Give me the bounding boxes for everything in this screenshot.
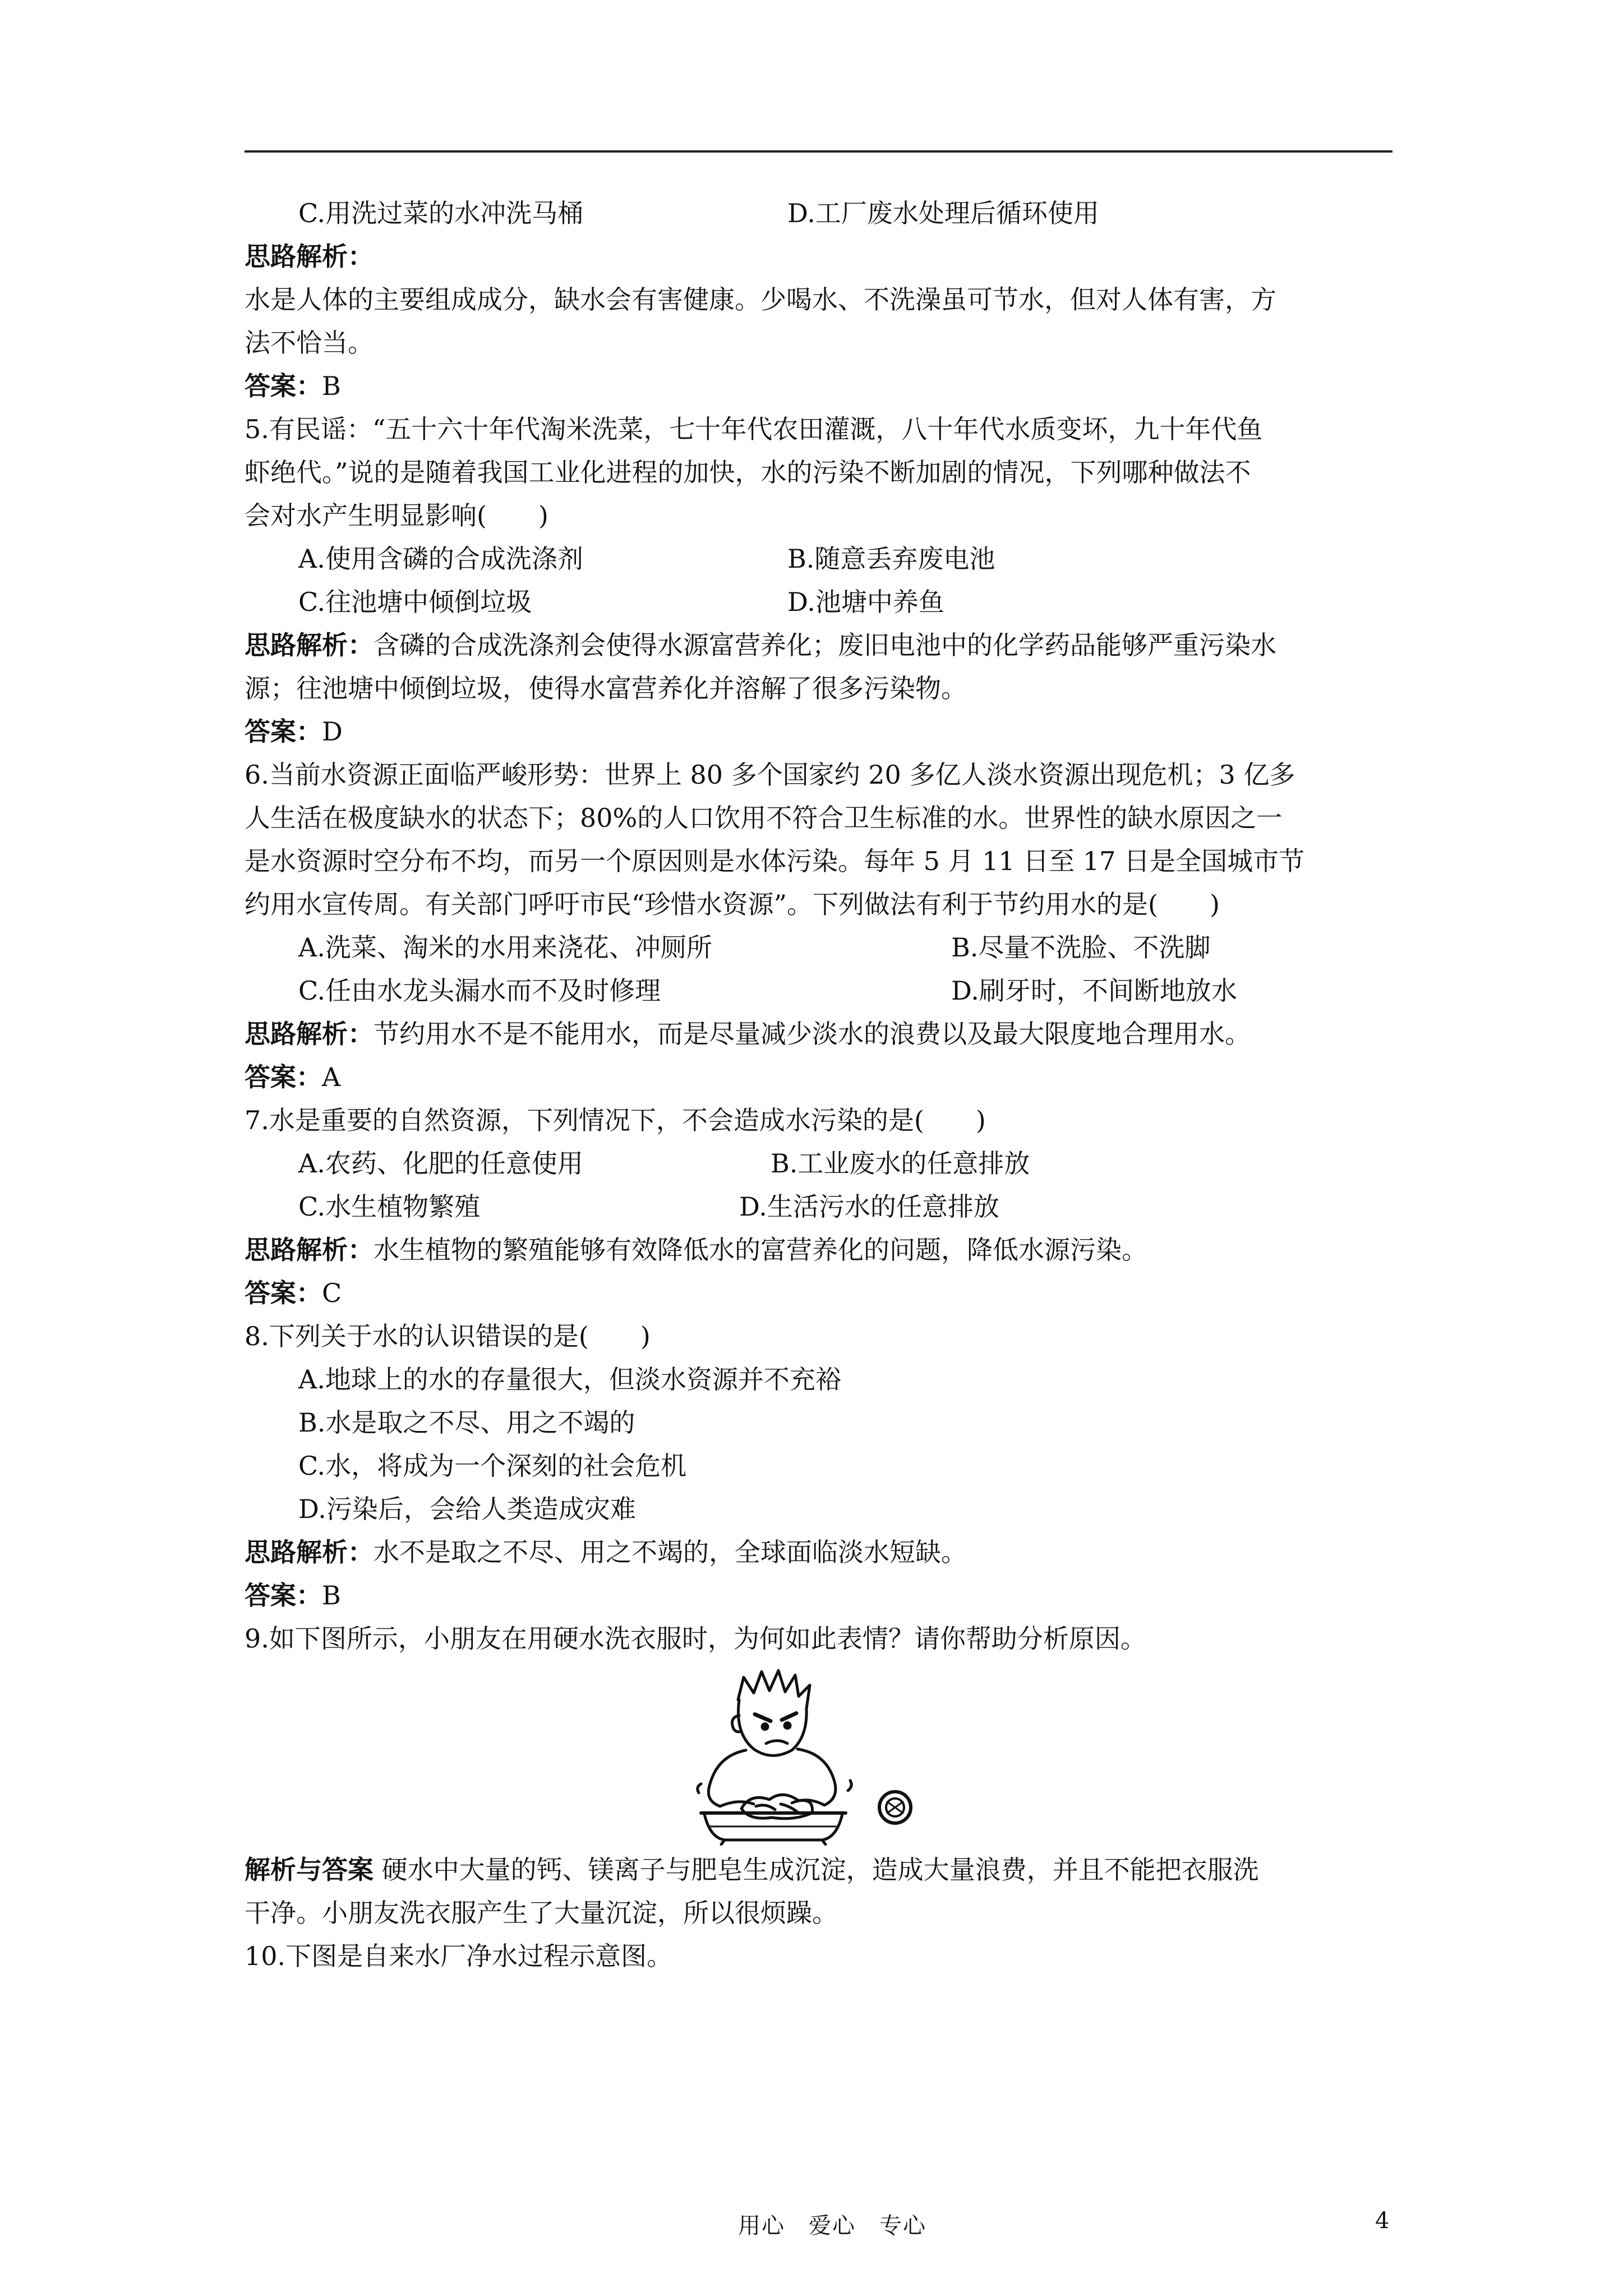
q5-option-c: C.往池塘中倾倒垃圾 <box>298 587 532 617</box>
q9-analysis-line-1 <box>245 1848 1393 1892</box>
page-number: 4 <box>1375 2208 1390 2234</box>
q5-answer <box>245 710 1393 753</box>
q7-option-a: A.农药、化肥的任意使用 <box>298 1148 583 1179</box>
q5-analysis-label: 思路解析： <box>245 630 374 660</box>
q8-analysis-label: 思路解析： <box>245 1537 374 1567</box>
q7-analysis <box>245 1228 1393 1272</box>
q8-option-d: D.污染后，会给人类造成灾难 <box>298 1494 636 1524</box>
q9-analysis-text-1: 硬水中大量的钙、镁离子与肥皂生成沉淀，造成大量浪费，并且不能把衣服洗 <box>381 1855 1259 1885</box>
q6-option-c: C.任由水龙头漏水而不及时修理 <box>298 976 661 1006</box>
q8-stem: 8.下列关于水的认识错误的是( ) <box>245 1321 651 1351</box>
q7-option-b: B.工业废水的任意排放 <box>771 1148 1030 1179</box>
q4-analysis-line-1: 水是人体的主要组成成分，缺水会有害健康。少喝水、不洗澡虽可节水，但对人体有害，方 <box>245 284 1276 315</box>
q5-stem-line-2: 虾绝代。”说的是随着我国工业化进程的加快，水的污染不断加剧的情况，下列哪种做法不 <box>245 457 1251 487</box>
q6-analysis-text: 节约用水不是不能用水，而是尽量减少淡水的浪费以及最大限度地合理用水。 <box>374 1019 1251 1049</box>
q5-answer-value: D <box>322 716 343 747</box>
page-content <box>245 192 1393 1978</box>
q6-stem-line-2: 人生活在极度缺水的状态下；80%的人口饮用不符合卫生标准的水。世界性的缺水原因之一 <box>245 803 1283 833</box>
q6-option-b: B.尽量不洗脸、不洗脚 <box>951 932 1211 963</box>
q6-stem-line-1: 6.当前水资源正面临严峻形势：世界上 80 多个国家约 20 多亿人淡水资源出现危机；3 亿多 <box>245 760 1295 790</box>
q7-options-ab <box>245 1142 1393 1185</box>
q7-answer-label: 答案： <box>245 1278 322 1308</box>
q4-option-c: C.用洗过菜的水冲洗马桶 <box>298 198 584 228</box>
q4-analysis-line-2: 法不恰当。 <box>245 328 374 358</box>
q4-analysis-heading <box>245 235 1393 278</box>
q7-analysis-text: 水生植物的繁殖能够有效降低水的富营养化的问题，降低水源污染。 <box>374 1235 1147 1265</box>
q5-analysis-line-2: 源；往池塘中倾倒垃圾，使得水富营养化并溶解了很多污染物。 <box>245 673 967 703</box>
q8-option-c: C.水，将成为一个深刻的社会危机 <box>298 1451 687 1481</box>
q4-options-cd <box>245 192 1393 235</box>
q6-analysis <box>245 1013 1393 1056</box>
q5-stem-line-3: 会对水产生明显影响( ) <box>245 500 548 531</box>
q8-option-a: A.地球上的水的存量很大，但淡水资源并不充裕 <box>298 1364 841 1395</box>
q7-option-c: C.水生植物繁殖 <box>298 1191 481 1222</box>
q7-option-d: D.生活污水的任意排放 <box>739 1191 999 1222</box>
q6-option-a: A.洗菜、淘米的水用来浇花、冲厕所 <box>298 932 712 963</box>
q9-figure <box>245 1660 1393 1848</box>
child-washing-clothes-illustration <box>688 1666 934 1846</box>
q5-option-b: B.随意丢弃废电池 <box>787 544 995 574</box>
q5-answer-label: 答案： <box>245 716 322 747</box>
q7-options-cd <box>245 1185 1393 1228</box>
q7-stem: 7.水是重要的自然资源，下列情况下，不会造成水污染的是( ) <box>245 1105 986 1135</box>
q7-analysis-label: 思路解析： <box>245 1235 374 1265</box>
q5-stem-line-1: 5.有民谣：“五十六十年代淘米洗菜，七十年代农田灌溉，八十年代水质变坏，九十年代鱼 <box>245 414 1263 444</box>
q5-analysis-line-1 <box>245 624 1393 667</box>
q9-stem: 9.如下图所示，小朋友在用硬水洗衣服时，为何如此表情？请你帮助分析原因。 <box>245 1623 1146 1654</box>
q6-stem-line-4: 约用水宣传周。有关部门呼吁市民“珍惜水资源”。下列做法有利于节约用水的是( ) <box>245 889 1220 919</box>
q8-answer-value: B <box>322 1580 341 1611</box>
q6-options-ab <box>245 926 1393 969</box>
q9-analysis-line-2: 干净。小朋友洗衣服产生了大量沉淀，所以很烦躁。 <box>245 1898 838 1928</box>
q4-answer-label: 答案： <box>245 371 322 401</box>
q9-analysis-label: 解析与答案 <box>245 1855 374 1885</box>
q6-answer <box>245 1056 1393 1099</box>
q6-options-cd <box>245 969 1393 1013</box>
q6-stem-line-3: 是水资源时空分布不均，而另一个原因则是水体污染。每年 5 月 11 日至 17 日是全国城市节 <box>245 846 1305 876</box>
q5-option-a: A.使用含磷的合成洗涤剂 <box>298 544 583 574</box>
q6-option-d: D.刷牙时，不间断地放水 <box>951 976 1237 1006</box>
q6-answer-label: 答案： <box>245 1062 322 1092</box>
q4-analysis-label: 思路解析： <box>245 241 374 272</box>
q4-answer-value: B <box>322 371 341 401</box>
q7-answer <box>245 1272 1393 1315</box>
q5-options-ab <box>245 537 1393 581</box>
q6-analysis-label: 思路解析： <box>245 1019 374 1049</box>
q4-option-d: D.工厂废水处理后循环使用 <box>787 198 1099 228</box>
q8-answer-label: 答案： <box>245 1580 322 1611</box>
footer-motto: 用心 爱心 专心 <box>738 2213 926 2239</box>
q8-analysis-text: 水不是取之不尽、用之不竭的，全球面临淡水短缺。 <box>374 1537 967 1567</box>
q8-analysis <box>245 1531 1393 1574</box>
q5-options-cd <box>245 581 1393 624</box>
q8-option-b: B.水是取之不尽、用之不竭的 <box>298 1407 635 1438</box>
q5-analysis-text-1: 含磷的合成洗涤剂会使得水源富营养化；废旧电池中的化学药品能够严重污染水 <box>374 630 1276 660</box>
q8-answer <box>245 1574 1393 1617</box>
q5-option-d: D.池塘中养鱼 <box>787 587 944 617</box>
q6-answer-value: A <box>322 1062 341 1092</box>
q10-stem: 10.下图是自来水厂净水过程示意图。 <box>245 1941 673 1971</box>
q7-answer-value: C <box>322 1278 342 1308</box>
header-rule <box>245 150 1393 153</box>
q4-answer <box>245 365 1393 408</box>
